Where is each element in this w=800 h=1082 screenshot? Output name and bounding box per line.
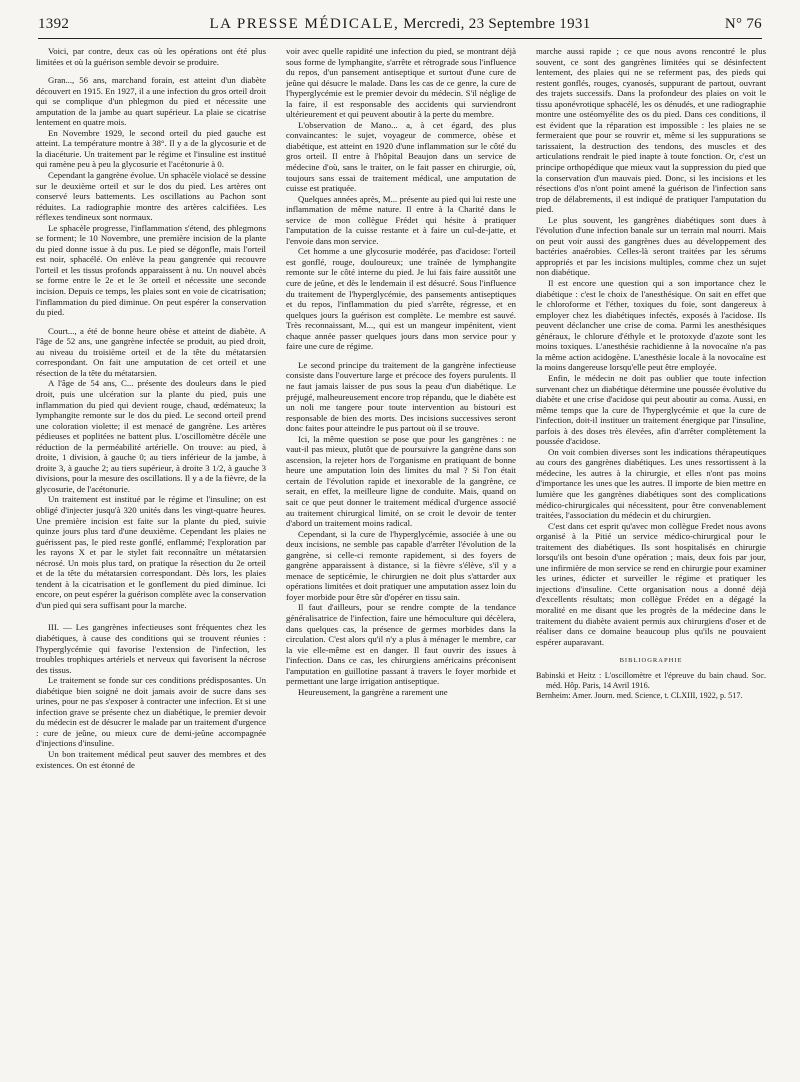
paragraph: Cependant la gangrène évolue. Un sphacèle violacé se dessine sur le deuxième orteil et sur le dos du pied. Les artères ont conservé leurs battements. Les oscillations au Pachon sont réduites. La radiographie montre des artères calcifiées. Les réflexes tendineux sont normaux. <box>36 170 266 223</box>
paragraph: Enfin, le médecin ne doit pas oublier que toute infection survenant chez un diabétique détermine une poussée évolutive du diabète et une crise d'acidose qui peut aboutir au coma. Aussi, en même temps que la cure de l'hyperglycémie et que la cure de l'infection, doit-il instituer un traitement énergique par l'insuline, parfois à des doses très élevées, afin d'arrêter complètement la poussée d'acidose. <box>536 372 766 447</box>
issue-number: N° 76 <box>724 16 762 32</box>
paragraph: Quelques années après, M... présente au pied qui lui reste une inflammation de même nature. Il entre à la Charité dans le service de mon collègue Frédet qui hésite à pratiquer l'amputation de la cuisse restante et à faire un cul-de-jatte, et l'envoie dans mon service. <box>286 193 516 246</box>
paragraph: Cependant, si la cure de l'hyperglycémie, associée à une ou deux incisions, ne semble pas capable d'arrêter l'évolution de la gangrène, si celle-ci remonte rapidement, si des foyers de gangrène apparaissent à distance, si la fièvre s'élève, s'il y a menace de septicémie, le chirurgien ne doit plus s'attarder aux opérations limitées et doit pratiquer une amputation assez loin du foyer morbide pour être sûr d'opérer en tissu sain. <box>286 528 516 602</box>
column-3 <box>536 46 766 1076</box>
paragraph: A l'âge de 54 ans, C... présente des douleurs dans le pied droit, puis une ulcération sur la plante du pied, puis une inflammation du pied qui devient rouge, chaud, œdémateux; la lymphangite remonte sur le dos du pied. Le second orteil prend une coloration violette; il est menacé de gangrène. Les artères pédieuses et poplitées ne battent plus. L'oscillomètre décèle une réduction de la perméabilité artérielle. On trouve: au pied, à droite, 1 division, à gauche 0; au tiers inférieur de la jambe, à droite 3, à gauche 2; au tiers supérieur, à droite 3 1/2, à gauche 3 divisions, pour la mesure des oscillations. Il y a de la fièvre, de la glycosurie, de l'acétonurie. <box>36 378 266 494</box>
bibliography-heading: BIBLIOGRAPHIE <box>619 657 683 665</box>
paragraph: Un traitement est institué par le régime et l'insuline; on est obligé d'injecter jusqu'à 320 unités dans les vingt-quatre heures. Une première incision est faite sur la plante du pied, suivie quinze jours plus tard d'une deuxième. Cependant les plaies ne guérissent pas, le pied reste gonflé, enflammé; l'exploration par les rayons X et par le stylet fait reconnaître un métatarsien nécrosé. Un mois plus tard, on pratique la résection du 2e orteil et de la tête du métatarsien correspondant. Dès lors, les plaies tendent à la cicatrisation et le gonflement du pied diminue. Ici encore, on peut espérer la guérison complète avec la conservation d'un pied qui sera suffisant pour la marche. <box>36 494 266 610</box>
paragraph: Le traitement se fonde sur ces conditions prédisposantes. Un diabétique bien soigné ne doit jamais avoir de sucre dans ses urines, pour ne pas s'exposer à contracter une infection. Et si une infection grave se présente chez un diabétique, le premier devoir du médecin est de désucrer le malade par un traitement d'urgence : cure de jeûne, ou mieux cure de demi-jeûne accompagnée d'injections d'insuline. <box>36 675 266 749</box>
paragraph: Le second principe du traitement de la gangrène infectieuse consiste dans l'ouverture large et précoce des foyers purulents. Il ne faut jamais laisser de pus sous la peau d'un diabétique. Le préjugé, malheureusement encore trop répandu, que le diabète est un noli me tangere pour toute intervention au bistouri est responsable de bien des morts. Des incisions successives seront donc faites pour atteindre le pus partout où il se trouve. <box>286 359 516 434</box>
paragraph: marche aussi rapide ; ce que nous avons rencontré le plus souvent, ce sont des gangrènes limitées qui se désinfectent lentement, des plaies qui ne se referment pas, des pieds qui restent gonflés, rouges, cyanosés, suppurant de partout, ouvrant des trajets successifs. Dans la profondeur des plaies on voit le tissu aponévrotique sphacélé, les os dénudés, et une radiographie montre une ostéomyélite des os du pied. Dans ces conditions, il est évident que la réparation est impossible : les plaies ne se fermeraient que pour se rouvrir et, même si les suppurations se tarissaient, la destruction des tendons, des muscles et des articulations rendrait le pied inapte à toute fonction. Or, c'est un principe orthopédique que mieux vaut la suppression du pied que la conservation d'un mauvais pied. Donc, si les incisions et les résections d'os n'ont point amené la guérison de l'infection sans trop de délabrements, il est indiqué de pratiquer l'amputation du pied. <box>536 46 766 215</box>
paragraph: L'observation de Mano... a, à cet égard, des plus convaincantes: le sujet, voyageur de commerce, obèse et diabétique, est atteint en 1920 d'une inflammation sur le côté du gros orteil. Il entre à l'hôpital Beaujon dans un service de médecine d'où, sans le traiter, on le fait passer en chirurgie, où, toujours sans essai de traitement médical, une amputation de cuisse est pratiquée. <box>286 119 516 194</box>
paragraph: On voit combien diverses sont les indications thérapeutiques au cours des gangrènes diabétiques. Les unes ressortissent à la médecine, les autres à la chirurgie, et elles n'ont pas moins d'importance les unes que les autres. Il importe de bien mettre en lumière que les gangrènes diabétiques sont des complications médico-chirurgicales qui nécessitent, pour être convenablement traitées, l'association du médecin et du chirurgien. <box>536 446 766 521</box>
paragraph: Ici, la même question se pose que pour les gangrènes : ne vaut-il pas mieux, plutôt que de poursuivre la gangrène dans son ascension, la rejeter hors de l'organisme en pratiquant de bonne heure une amputation loin des limites du mal ? Si l'on était certain de l'évolution rapide et inexorable de la gangrène, ce serait, en effet, la meilleure ligne de conduite. Mais, quand on sait ce que peut donner le traitement médical d'urgence associé au traitement chirurgical limité, on se croit le devoir de tenter d'abord un traitement moins radical. <box>286 433 516 529</box>
paragraph: Heureusement, la gangrène a rarement une <box>298 686 448 697</box>
paragraph: Cet homme a une glycosurie modérée, pas d'acidose: l'orteil est gonflé, rouge, douloureux; une traînée de lymphangite remonte sur le côté interne du pied. Je lui fais faire aussitôt une cure de jeûne, et dès le lendemain il est désucré. Sous l'influence du traitement de l'hyperglycémie, des pansements antiseptiques et du repos, l'inflammation du pied s'arrête, régresse, et en quelques jours la guérison est complète. Le membre est sauvé. Très reconnaissant, M..., qui est un mangeur impénitent, vient chaque année passer quelques jours dans mon service pour y faire une cure de régime. <box>286 246 516 352</box>
journal-name: LA PRESSE MÉDICALE, <box>209 16 400 32</box>
paragraph: Le sphacèle progresse, l'inflammation s'étend, des phlegmons se forment; le 10 Novembre, une première incision de la plante du pied donne issue à du pus. Le pied se dégonfle, mais l'orteil est noir, sphacélé. On enlève la peau gangrenée qui recouvre l'orteil et les tissus profonds apparaissent à nu. Un nouvel abcès se forme entre le 2e et le 3e orteil et nécessite une seconde incision. Depuis ce temps, les plaies sont en voie de cicatrisation; l'inflammation du pied diminue. On peut espérer la conservation du pied. <box>36 222 266 318</box>
paragraph: Voici, par contre, deux cas où les opérations ont été plus limitées et où la guérison semble devoir se produire. <box>36 46 266 67</box>
running-title <box>38 16 762 33</box>
paragraph: Il faut d'ailleurs, pour se rendre compte de la tendance généralisatrice de l'infection, faire une hémoculture qui décèlera, dans quelques cas, la présence de germes morbides dans la circulation. C'est alors qu'il n'y a plus à ménager le membre, car la vie elle-même est en danger. Il faut ouvrir des issues à l'infection. Dans ce cas, les chirurgiens américains préconisent l'amputation en guillotine passant à travers le foyer morbide et permettant une large irrigation antiseptique. <box>286 602 516 687</box>
paragraph: Court..., a été de bonne heure obèse et atteint de diabète. A l'âge de 52 ans, une gangrène infectée se produit, au pied droit, au niveau du troisième orteil et de la tête du métatarsien correspondant. On fait une amputation de cet orteil et une résection de la tête du métatarsien. <box>36 325 266 378</box>
paragraph: Un bon traitement médical peut sauver des membres et des existences. On est étonné de <box>36 749 266 770</box>
paragraph: Il est encore une question qui a son importance chez le diabétique : c'est le choix de l'anesthésique. On sait en effet que le chloroforme et l'éther, toxiques du foie, sont dangereux à employer chez les diabétiques infectés, exposés à l'acidose. Ils peuvent déclancher une crise de coma. Parmi les anesthésiques généraux, le chlorure d'éthyle et le protoxyde d'azote sont les moins toxiques. L'anesthésie rachidienne à la novocaïne n'a pas la même action acidogène. L'anesthésie locale à la novocaïne est la moins dangereuse lorsqu'elle peut être employée. <box>536 278 766 373</box>
page-header <box>38 16 762 39</box>
section-paragraph: III. — Les gangrènes infectieuses sont fréquentes chez les diabétiques, à cause des conditions qui se trouvent réunies : l'hyperglycémie qui favorise l'extension de l'infection, les troubles trophiques artériels et nerveux qui favorisent la nécrose des tissus. <box>36 622 266 675</box>
article-body <box>36 46 766 1076</box>
paragraph: voir avec quelle rapidité une infection du pied, se montrant déjà sous forme de lymphangite, s'arrête et rétrograde sous l'influence du repos, d'un pansement antiseptique et surtout d'une cure de jeûne qui désucre le malade. Dans les cas de ce genre, la cure de l'hyperglycémie est le premier devoir du médecin. S'il néglige de la faire, il est responsable des accidents qui surviendront ultérieurement et qui peuvent aboutir à la perte du membre. <box>286 46 516 120</box>
issue-date: Mercredi, 23 Septembre 1931 <box>403 16 591 32</box>
paragraph: C'est dans cet esprit qu'avec mon collègue Fredet nous avons organisé à la Pitié un service médico-chirurgical pour le traitement des diabétiques. Ils sont hospitalisés en chirurgie lorsqu'ils ont besoin d'une opération ; mais, deux fois par jour, une infirmière de mon service se rend en chirurgie pour examiner les urines, édicter et surveiller le régime et pratiquer les injections d'insuline. Cette organisation nous a donné déjà d'excellents résultats; mon collègue Frédet en a dégagé la moralité en me disant que les progrès de la médecine dans le traitement du diabète avaient permis aux chirurgiens d'oser et de réaliser dans ce domaine beaucoup plus qu'ils ne pouvaient espérer auparavant. <box>536 520 766 647</box>
column-1 <box>36 46 266 1076</box>
bibliography-entry: Babinski et Heitz : L'oscillomètre et l'épreuve du bain chaud. Soc. méd. Hôp. Paris, 14 Avril 1916. <box>536 670 766 690</box>
paragraph: Gran..., 56 ans, marchand forain, est atteint d'un diabète découvert en 1915. En 1927, il a une infection du gros orteil droit qui se complique d'un phlegmon du pied et nécessite une amputation de la jambe au quart supérieur. La plaie se cicatrise lentement en quatre mois. <box>36 75 266 128</box>
page-number: 1392 <box>38 16 70 32</box>
paragraph: Le plus souvent, les gangrènes diabétiques sont dues à l'évolution d'une infection banale sur un terrain mal nourri. Mais on peut voir aussi des gangrènes dues au développement des bactéries anaérobies. Celles-là seront traitées par les sérums appropriés et par les incisions multiples, comme chez un sujet non diabétique. <box>536 214 766 278</box>
column-2 <box>286 46 516 1076</box>
bibliography-entry: Bernheim: Amer. Journ. med. Science, t. CLXIII, 1922, p. 517. <box>536 690 743 700</box>
paragraph: En Novembre 1929, le second orteil du pied gauche est atteint. La température montre à 38°. Il y a de la glycosurie et de la diacéturie. Un traitement par le régime et l'insuline est institué qui ramène peu à peu la glycosurie et l'acétonurie à 0. <box>36 127 266 170</box>
